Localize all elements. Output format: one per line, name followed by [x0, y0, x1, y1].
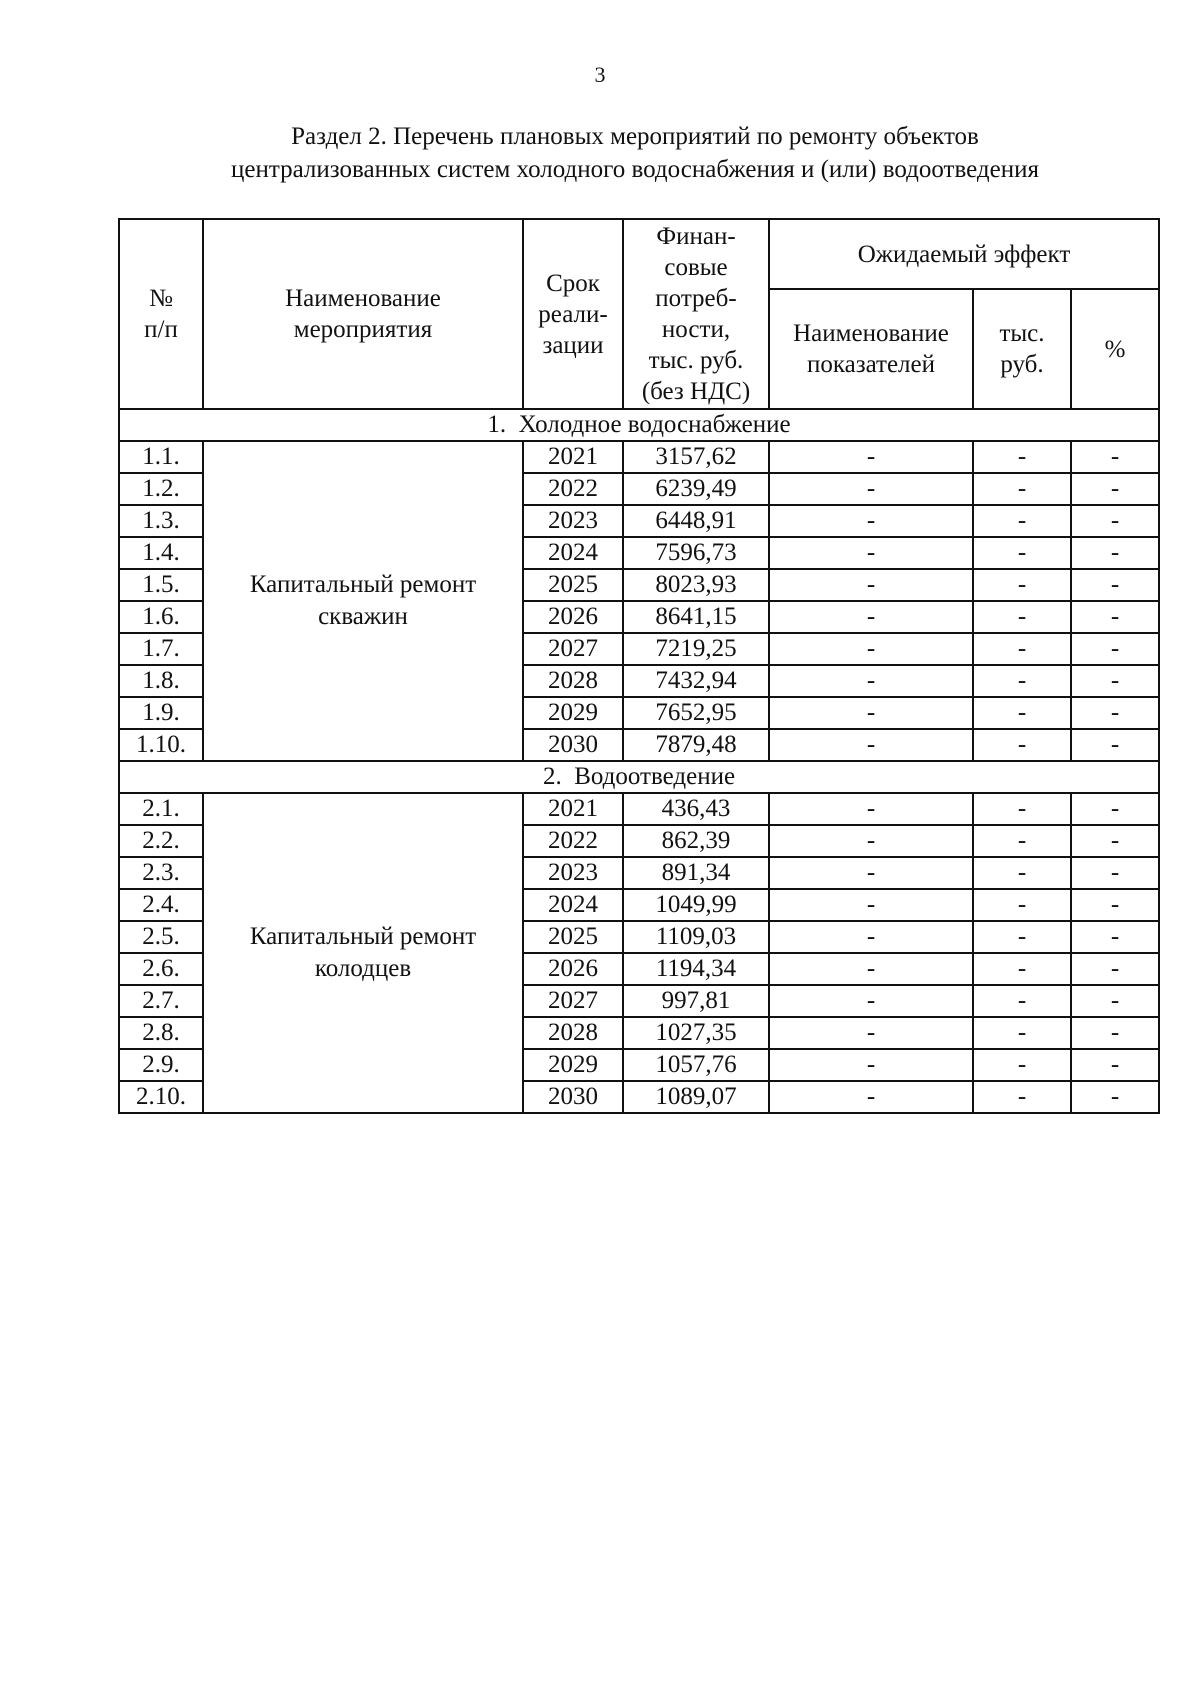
row-thousand-rub: - [973, 1049, 1071, 1081]
row-amount: 7219,25 [623, 633, 769, 665]
row-thousand-rub: - [973, 601, 1071, 633]
row-amount: 436,43 [623, 793, 769, 825]
row-amount: 7432,94 [623, 665, 769, 697]
activity-name: Капитальный ремонт скважин [203, 441, 523, 761]
row-amount: 3157,62 [623, 441, 769, 473]
row-year: 2022 [523, 825, 623, 857]
row-year: 2028 [523, 665, 623, 697]
row-indicator: - [769, 505, 973, 537]
row-num: 2.7. [119, 985, 203, 1017]
row-percent: - [1071, 1017, 1159, 1049]
table-header [119, 219, 1159, 409]
row-indicator: - [769, 633, 973, 665]
row-indicator: - [769, 985, 973, 1017]
row-year: 2021 [523, 441, 623, 473]
row-year: 2024 [523, 889, 623, 921]
row-amount: 6239,49 [623, 473, 769, 505]
row-indicator: - [769, 953, 973, 985]
row-thousand-rub: - [973, 921, 1071, 953]
header-finance: Финан- совые потреб- ности, тыс. руб. (без НДС) [623, 219, 769, 409]
row-amount: 8023,93 [623, 569, 769, 601]
row-num: 1.8. [119, 665, 203, 697]
row-amount: 862,39 [623, 825, 769, 857]
row-year: 2027 [523, 985, 623, 1017]
row-thousand-rub: - [973, 889, 1071, 921]
row-thousand-rub: - [973, 633, 1071, 665]
row-num: 2.3. [119, 857, 203, 889]
row-num: 2.5. [119, 921, 203, 953]
row-percent: - [1071, 441, 1159, 473]
document-title [100, 120, 1170, 186]
row-indicator: - [769, 825, 973, 857]
row-indicator: - [769, 1017, 973, 1049]
row-year: 2025 [523, 921, 623, 953]
row-amount: 1194,34 [623, 953, 769, 985]
row-num: 1.6. [119, 601, 203, 633]
row-thousand-rub: - [973, 857, 1071, 889]
row-amount: 7596,73 [623, 537, 769, 569]
row-year: 2023 [523, 505, 623, 537]
row-num: 2.6. [119, 953, 203, 985]
row-thousand-rub: - [973, 665, 1071, 697]
row-thousand-rub: - [973, 569, 1071, 601]
row-year: 2030 [523, 729, 623, 761]
header-expected-effect: Ожидаемый эффект [769, 219, 1159, 289]
row-amount: 1109,03 [623, 921, 769, 953]
row-num: 2.10. [119, 1081, 203, 1113]
row-indicator: - [769, 601, 973, 633]
header-percent: % [1071, 289, 1159, 409]
row-thousand-rub: - [973, 505, 1071, 537]
row-indicator: - [769, 889, 973, 921]
table-row [119, 793, 1159, 825]
header-indicator-name: Наименование показателей [769, 289, 973, 409]
row-indicator: - [769, 569, 973, 601]
section-title: 1. Холодное водоснабжение [119, 409, 1159, 441]
header-activity-name: Наименование мероприятия [203, 219, 523, 409]
row-year: 2022 [523, 473, 623, 505]
row-year: 2021 [523, 793, 623, 825]
row-percent: - [1071, 1049, 1159, 1081]
row-thousand-rub: - [973, 825, 1071, 857]
row-num: 1.7. [119, 633, 203, 665]
title-line-1: Раздел 2. Перечень плановых мероприятий по ремонту объектов [291, 123, 979, 150]
row-num: 1.3. [119, 505, 203, 537]
row-year: 2029 [523, 697, 623, 729]
row-amount: 997,81 [623, 985, 769, 1017]
row-year: 2030 [523, 1081, 623, 1113]
row-percent: - [1071, 793, 1159, 825]
row-amount: 1089,07 [623, 1081, 769, 1113]
row-percent: - [1071, 889, 1159, 921]
row-indicator: - [769, 473, 973, 505]
row-year: 2026 [523, 601, 623, 633]
row-indicator: - [769, 537, 973, 569]
row-num: 1.1. [119, 441, 203, 473]
row-thousand-rub: - [973, 793, 1071, 825]
row-num: 1.5. [119, 569, 203, 601]
row-amount: 1057,76 [623, 1049, 769, 1081]
row-year: 2026 [523, 953, 623, 985]
row-thousand-rub: - [973, 537, 1071, 569]
row-amount: 891,34 [623, 857, 769, 889]
row-indicator: - [769, 793, 973, 825]
row-thousand-rub: - [973, 729, 1071, 761]
row-amount: 1049,99 [623, 889, 769, 921]
row-thousand-rub: - [973, 953, 1071, 985]
header-num: № п/п [119, 219, 203, 409]
row-percent: - [1071, 569, 1159, 601]
row-indicator: - [769, 441, 973, 473]
section-title: 2. Водоотведение [119, 761, 1159, 793]
row-thousand-rub: - [973, 1017, 1071, 1049]
activities-table [118, 218, 1160, 1114]
row-num: 2.1. [119, 793, 203, 825]
row-indicator: - [769, 697, 973, 729]
section-row [119, 761, 1159, 793]
row-percent: - [1071, 601, 1159, 633]
row-percent: - [1071, 953, 1159, 985]
row-year: 2024 [523, 537, 623, 569]
row-num: 2.2. [119, 825, 203, 857]
row-percent: - [1071, 857, 1159, 889]
row-amount: 7652,95 [623, 697, 769, 729]
row-percent: - [1071, 665, 1159, 697]
row-num: 1.9. [119, 697, 203, 729]
row-amount: 8641,15 [623, 601, 769, 633]
row-num: 2.8. [119, 1017, 203, 1049]
row-indicator: - [769, 729, 973, 761]
row-amount: 7879,48 [623, 729, 769, 761]
row-thousand-rub: - [973, 473, 1071, 505]
row-num: 2.4. [119, 889, 203, 921]
row-percent: - [1071, 473, 1159, 505]
table-body [119, 409, 1159, 1113]
row-percent: - [1071, 729, 1159, 761]
row-thousand-rub: - [973, 697, 1071, 729]
row-indicator: - [769, 1049, 973, 1081]
row-year: 2023 [523, 857, 623, 889]
header-term: Срок реали- зации [523, 219, 623, 409]
row-indicator: - [769, 665, 973, 697]
row-amount: 6448,91 [623, 505, 769, 537]
page-number: 3 [594, 62, 606, 87]
row-percent: - [1071, 825, 1159, 857]
row-thousand-rub: - [973, 441, 1071, 473]
row-indicator: - [769, 857, 973, 889]
row-percent: - [1071, 921, 1159, 953]
row-num: 1.10. [119, 729, 203, 761]
row-amount: 1027,35 [623, 1017, 769, 1049]
activity-name: Капитальный ремонт колодцев [203, 793, 523, 1113]
row-num: 1.4. [119, 537, 203, 569]
section-row [119, 409, 1159, 441]
row-percent: - [1071, 697, 1159, 729]
row-thousand-rub: - [973, 985, 1071, 1017]
row-percent: - [1071, 985, 1159, 1017]
table-row [119, 441, 1159, 473]
row-percent: - [1071, 633, 1159, 665]
row-year: 2029 [523, 1049, 623, 1081]
row-percent: - [1071, 505, 1159, 537]
header-thousand-rub: тыс. руб. [973, 289, 1071, 409]
row-indicator: - [769, 1081, 973, 1113]
row-year: 2025 [523, 569, 623, 601]
title-line-2: централизованных систем холодного водоснабжения и (или) водоотведения [231, 156, 1039, 183]
row-year: 2027 [523, 633, 623, 665]
row-indicator: - [769, 921, 973, 953]
row-percent: - [1071, 537, 1159, 569]
row-percent: - [1071, 1081, 1159, 1113]
row-thousand-rub: - [973, 1081, 1071, 1113]
row-num: 2.9. [119, 1049, 203, 1081]
row-num: 1.2. [119, 473, 203, 505]
row-year: 2028 [523, 1017, 623, 1049]
